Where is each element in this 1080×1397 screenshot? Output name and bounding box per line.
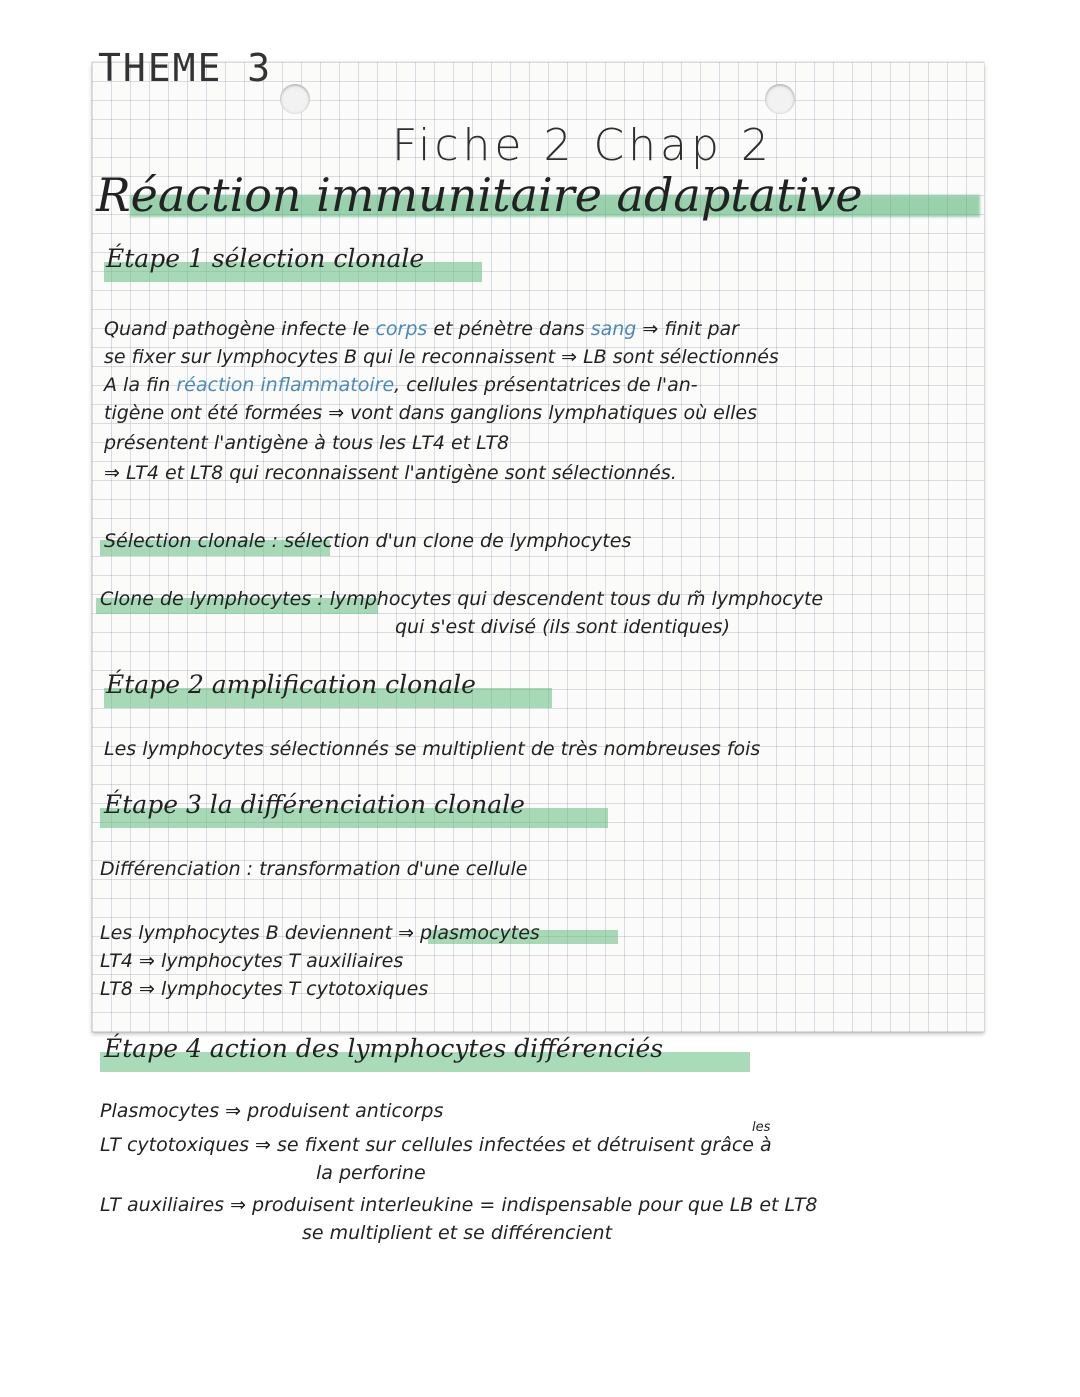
etape1-line4: tigène ont été formées ⇒ vont dans ganglions lymphatiques où elles — [104, 402, 758, 424]
page-title: Réaction immunitaire adaptative — [96, 168, 863, 222]
fiche-label: Fiche 2 Chap 2 — [392, 120, 773, 171]
text-segment-corps: corps — [375, 318, 428, 340]
binder-hole-right — [765, 84, 795, 114]
etape3-line2: Les lymphocytes B deviennent ⇒ plasmocytes — [100, 922, 540, 944]
etape4-les-insert: les — [752, 1120, 771, 1135]
text-segment: et pénètre dans — [433, 318, 585, 340]
definition-clone-line2: qui s'est divisé (ils sont identiques) — [395, 616, 730, 638]
binder-hole-left — [280, 84, 310, 114]
text-segment-sang: sang — [590, 318, 637, 340]
theme-label: THEME 3 — [98, 46, 273, 90]
etape4-line2: LT cytotoxiques ⇒ se fixent sur cellules infectées et détruisent grâce à — [100, 1134, 772, 1156]
text-segment: A la fin — [104, 374, 171, 396]
definition-clone-line1: Clone de lymphocytes : lymphocytes qui descendent tous du m̃ lymphocyte — [100, 588, 824, 610]
etape3-heading: Étape 3 la différenciation clonale — [104, 790, 525, 819]
etape1-line6: ⇒ LT4 et LT8 qui reconnaissent l'antigène sont sélectionnés. — [104, 462, 677, 484]
etape1-line3 — [104, 374, 698, 397]
etape3-line1: Différenciation : transformation d'une cellule — [100, 858, 528, 880]
etape4-line5: se multiplient et se différencient — [302, 1222, 613, 1244]
etape4-line4: LT auxiliaires ⇒ produisent interleukine = indispensable pour que LB et LT8 — [100, 1194, 818, 1216]
text-segment: ⇒ finit par — [642, 318, 739, 340]
etape2-line1: Les lymphocytes sélectionnés se multiplient de très nombreuses fois — [104, 738, 761, 760]
etape1-line5: présentent l'antigène à tous les LT4 et LT8 — [104, 432, 510, 454]
etape3-line4: LT8 ⇒ lymphocytes T cytotoxiques — [100, 978, 429, 1000]
text-segment-reaction: réaction inflammatoire — [176, 374, 395, 396]
etape4-line3: la perforine — [316, 1162, 426, 1184]
etape1-line2: se fixer sur lymphocytes B qui le reconnaissent ⇒ LB sont sélectionnés — [104, 346, 779, 368]
text-segment: Quand pathogène infecte le — [104, 318, 370, 340]
etape4-line1: Plasmocytes ⇒ produisent anticorps — [100, 1100, 444, 1122]
etape2-heading: Étape 2 amplification clonale — [106, 670, 476, 699]
etape3-line3: LT4 ⇒ lymphocytes T auxiliaires — [100, 950, 404, 972]
etape1-line1 — [104, 318, 739, 341]
etape1-heading: Étape 1 sélection clonale — [106, 244, 425, 273]
text-segment: , cellules présentatrices de l'an- — [394, 374, 698, 396]
etape4-heading: Étape 4 action des lymphocytes différenciés — [104, 1034, 664, 1063]
definition-selection: Sélection clonale : sélection d'un clone de lymphocytes — [104, 530, 632, 552]
